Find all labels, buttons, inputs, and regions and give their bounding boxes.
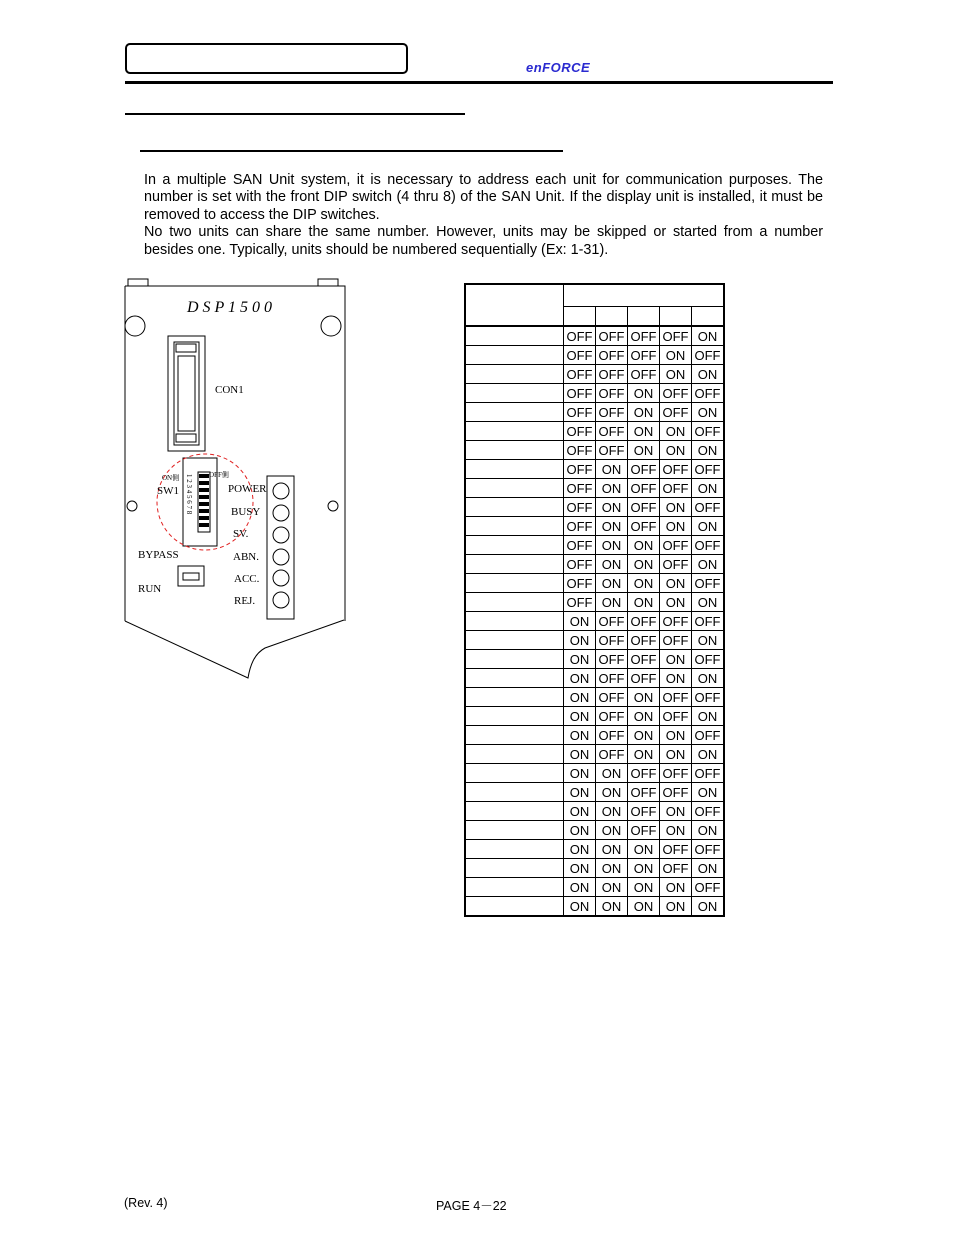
table-row xyxy=(465,422,724,441)
led-block xyxy=(267,476,294,619)
table-row xyxy=(465,593,724,612)
table-row xyxy=(465,555,724,574)
switch-state-cell: ON xyxy=(596,460,628,479)
switch-state-cell: ON xyxy=(660,346,692,365)
switch-state-cell: OFF xyxy=(596,422,628,441)
table-row xyxy=(465,384,724,403)
switch-state-cell: ON xyxy=(628,384,660,403)
switch-state-cell: ON xyxy=(660,422,692,441)
switch-state-cell: OFF xyxy=(628,479,660,498)
switch-8-header xyxy=(692,307,725,326)
unit-number-cell xyxy=(465,859,564,878)
header-rule xyxy=(125,81,833,84)
switch-state-cell: OFF xyxy=(564,346,596,365)
screw-hole-right xyxy=(328,501,338,511)
table-row xyxy=(465,764,724,783)
run-label: RUN xyxy=(138,583,162,595)
switch-state-cell: ON xyxy=(628,840,660,859)
table-row xyxy=(465,707,724,726)
switch-state-cell: OFF xyxy=(692,612,725,631)
led-busy xyxy=(273,505,289,521)
table-row xyxy=(465,840,724,859)
unit-number-cell xyxy=(465,498,564,517)
switch-state-cell: ON xyxy=(596,821,628,840)
switch-state-cell: ON xyxy=(564,764,596,783)
switch-state-cell: ON xyxy=(692,365,725,384)
switch-state-cell: ON xyxy=(564,878,596,897)
switch-state-cell: OFF xyxy=(692,422,725,441)
table-row xyxy=(465,365,724,384)
switch-state-cell: ON xyxy=(628,878,660,897)
switch-state-cell: ON xyxy=(692,707,725,726)
switch-state-cell: OFF xyxy=(628,631,660,650)
switch-state-cell: ON xyxy=(692,859,725,878)
led-power xyxy=(273,483,289,499)
switch-state-cell: ON xyxy=(564,783,596,802)
switch-state-cell: ON xyxy=(596,479,628,498)
switch-6-header xyxy=(628,307,660,326)
table-row xyxy=(465,612,724,631)
switch-state-cell: OFF xyxy=(596,441,628,460)
unit-address-dip-table xyxy=(464,283,725,917)
switch-state-cell: ON xyxy=(564,802,596,821)
switch-state-cell: OFF xyxy=(692,802,725,821)
led-acc xyxy=(273,570,289,586)
switch-state-cell: OFF xyxy=(596,688,628,707)
con1-label: CON1 xyxy=(215,384,244,396)
table-row xyxy=(465,326,724,346)
switch-4-header xyxy=(564,307,596,326)
switch-state-cell: ON xyxy=(564,612,596,631)
switch-state-cell: ON xyxy=(564,707,596,726)
switch-state-cell: ON xyxy=(564,650,596,669)
switch-state-cell: ON xyxy=(628,574,660,593)
switch-state-cell: ON xyxy=(660,897,692,917)
switch-state-cell: OFF xyxy=(628,460,660,479)
switch-state-cell: ON xyxy=(628,593,660,612)
unit-number-cell xyxy=(465,384,564,403)
switch-state-cell: OFF xyxy=(628,764,660,783)
header-title-box xyxy=(125,43,408,74)
switch-state-cell: OFF xyxy=(692,878,725,897)
switch-state-cell: ON xyxy=(692,669,725,688)
panel-tab-left xyxy=(128,279,148,286)
switch-5-header xyxy=(596,307,628,326)
unit-number-cell xyxy=(465,840,564,859)
switch-state-cell: OFF xyxy=(660,536,692,555)
switch-state-cell: OFF xyxy=(660,764,692,783)
switch-state-cell: OFF xyxy=(564,574,596,593)
switch-state-cell: ON xyxy=(660,498,692,517)
unit-number-cell xyxy=(465,726,564,745)
unit-number-cell xyxy=(465,517,564,536)
switch-state-cell: OFF xyxy=(692,688,725,707)
unit-number-cell xyxy=(465,878,564,897)
switch-state-cell: ON xyxy=(692,897,725,917)
table-row xyxy=(465,783,724,802)
dip-table-body xyxy=(465,326,724,916)
table-row xyxy=(465,536,724,555)
switch-state-cell: ON xyxy=(660,878,692,897)
unit-number-cell xyxy=(465,460,564,479)
paragraph-numbering: No two units can share the same number. However, units may be skipped or started from a number besides one. Typically, units should be numbered sequentially (Ex: 1-31). xyxy=(144,224,823,258)
switch-state-cell: ON xyxy=(628,726,660,745)
switch-state-cell: OFF xyxy=(660,555,692,574)
switch-state-cell: OFF xyxy=(564,326,596,346)
switch-state-cell: OFF xyxy=(628,612,660,631)
switch-state-cell: ON xyxy=(596,783,628,802)
switch-state-cell: ON xyxy=(660,650,692,669)
switch-state-cell: OFF xyxy=(660,840,692,859)
model-label: D S P 1 5 0 0 xyxy=(187,299,273,316)
unit-number-cell xyxy=(465,764,564,783)
switch-state-cell: OFF xyxy=(692,536,725,555)
table-row xyxy=(465,669,724,688)
switch-state-cell: OFF xyxy=(692,346,725,365)
switch-state-cell: ON xyxy=(564,726,596,745)
switch-state-cell: OFF xyxy=(660,859,692,878)
switch-state-cell: OFF xyxy=(564,498,596,517)
switch-state-cell: ON xyxy=(660,726,692,745)
table-row xyxy=(465,479,724,498)
switch-state-cell: OFF xyxy=(596,631,628,650)
switch-state-cell: OFF xyxy=(564,403,596,422)
switch-state-cell: OFF xyxy=(660,384,692,403)
abn-label: ABN. xyxy=(233,551,259,563)
switch-state-cell: ON xyxy=(692,555,725,574)
subsection-heading-rule xyxy=(140,150,563,152)
table-row xyxy=(465,688,724,707)
table-row xyxy=(465,498,724,517)
switch-state-cell: ON xyxy=(564,821,596,840)
unit-number-header-cell xyxy=(465,284,564,326)
switch-state-cell: OFF xyxy=(660,688,692,707)
switch-state-cell: OFF xyxy=(564,384,596,403)
dsp1500-front-panel-diagram xyxy=(120,276,355,682)
screw-hole-left xyxy=(127,501,137,511)
switch-state-cell: ON xyxy=(692,517,725,536)
unit-number-cell xyxy=(465,707,564,726)
switch-state-cell: ON xyxy=(692,479,725,498)
switch-state-cell: ON xyxy=(564,840,596,859)
unit-number-cell xyxy=(465,821,564,840)
switch-state-cell: OFF xyxy=(628,821,660,840)
switch-state-cell: ON xyxy=(564,897,596,917)
table-row xyxy=(465,441,724,460)
switch-state-cell: OFF xyxy=(596,745,628,764)
switch-state-cell: ON xyxy=(564,669,596,688)
switch-state-cell: OFF xyxy=(564,593,596,612)
page-number: PAGE 4－22 xyxy=(436,1199,507,1213)
switch-state-cell: OFF xyxy=(692,384,725,403)
switch-state-cell: OFF xyxy=(628,669,660,688)
switch-state-cell: ON xyxy=(692,326,725,346)
switch-state-cell: ON xyxy=(628,536,660,555)
switch-state-cell: OFF xyxy=(564,422,596,441)
table-row xyxy=(465,346,724,365)
mount-hole-left xyxy=(125,316,145,336)
switch-state-cell: ON xyxy=(596,593,628,612)
table-row xyxy=(465,403,724,422)
switch-state-cell: ON xyxy=(596,840,628,859)
switch-state-cell: ON xyxy=(628,688,660,707)
switch-state-cell: ON xyxy=(628,422,660,441)
switch-state-cell: ON xyxy=(564,631,596,650)
unit-number-cell xyxy=(465,441,564,460)
switch-state-cell: ON xyxy=(564,688,596,707)
switch-state-cell: ON xyxy=(628,707,660,726)
table-row xyxy=(465,460,724,479)
switch-state-cell: ON xyxy=(628,897,660,917)
switch-state-cell: ON xyxy=(660,441,692,460)
table-row xyxy=(465,517,724,536)
switch-state-cell: OFF xyxy=(564,460,596,479)
bypass-label: BYPASS xyxy=(138,549,179,561)
section-heading-rule xyxy=(125,113,465,115)
unit-number-cell xyxy=(465,403,564,422)
paragraph-address-intro: In a multiple SAN Unit system, it is necessary to address each unit for communication purposes. The number is set with the front DIP switch (4 thru 8) of the SAN Unit. If the display unit is installed, it must be removed to access the DIP switches. xyxy=(144,172,823,223)
power-label: POWER xyxy=(228,483,267,495)
led-abn xyxy=(273,549,289,565)
table-row xyxy=(465,897,724,917)
switch-state-cell: OFF xyxy=(660,403,692,422)
panel-tab-right xyxy=(318,279,338,286)
revision-label: (Rev. 4) xyxy=(124,1196,168,1210)
switch-state-cell: OFF xyxy=(628,650,660,669)
switch-state-cell: ON xyxy=(596,878,628,897)
switch-state-cell: ON xyxy=(628,441,660,460)
switch-state-cell: ON xyxy=(660,517,692,536)
led-sv xyxy=(273,527,289,543)
sv-label: SV. xyxy=(233,528,249,540)
switch-state-cell: OFF xyxy=(596,612,628,631)
switch-state-cell: OFF xyxy=(596,403,628,422)
switch-state-cell: OFF xyxy=(660,612,692,631)
switch-state-cell: ON xyxy=(692,593,725,612)
rej-label: REJ. xyxy=(234,595,256,607)
switch-state-cell: ON xyxy=(628,745,660,764)
sw1-label: SW1 xyxy=(157,485,179,497)
table-row xyxy=(465,878,724,897)
switch-state-cell: OFF xyxy=(628,517,660,536)
switch-state-cell: ON xyxy=(660,821,692,840)
unit-number-cell xyxy=(465,802,564,821)
switch-state-cell: ON xyxy=(660,745,692,764)
switch-state-cell: OFF xyxy=(628,365,660,384)
enforce-logo: enFORCE xyxy=(526,60,591,75)
switch-state-cell: OFF xyxy=(596,650,628,669)
unit-number-cell xyxy=(465,688,564,707)
switch-state-cell: OFF xyxy=(660,326,692,346)
switch-state-cell: OFF xyxy=(628,498,660,517)
switch-state-cell: ON xyxy=(628,403,660,422)
acc-label: ACC. xyxy=(234,573,260,585)
switch-state-cell: ON xyxy=(596,897,628,917)
bypass-run-toggle xyxy=(178,566,204,586)
table-row xyxy=(465,631,724,650)
switch-state-cell: OFF xyxy=(628,326,660,346)
unit-number-cell xyxy=(465,346,564,365)
switch-state-cell: ON xyxy=(564,859,596,878)
switch-state-cell: OFF xyxy=(596,346,628,365)
mount-hole-right xyxy=(321,316,341,336)
table-row xyxy=(465,802,724,821)
switch-state-cell: OFF xyxy=(660,783,692,802)
switch-state-cell: OFF xyxy=(692,650,725,669)
unit-number-cell xyxy=(465,536,564,555)
switch-state-cell: OFF xyxy=(596,326,628,346)
switch-state-cell: ON xyxy=(660,593,692,612)
unit-number-cell xyxy=(465,574,564,593)
switch-state-cell: ON xyxy=(692,631,725,650)
switch-state-cell: ON xyxy=(628,555,660,574)
sw1-on-side-label: ON側 xyxy=(162,474,180,482)
switch-state-cell: OFF xyxy=(564,479,596,498)
switch-state-cell: ON xyxy=(692,821,725,840)
switch-state-cell: OFF xyxy=(628,346,660,365)
switch-state-cell: ON xyxy=(564,745,596,764)
table-row xyxy=(465,650,724,669)
dip-switch-header-cell xyxy=(564,284,725,307)
unit-number-cell xyxy=(465,650,564,669)
table-row xyxy=(465,745,724,764)
unit-number-cell xyxy=(465,422,564,441)
switch-state-cell: OFF xyxy=(564,517,596,536)
sw1-position-numbers: 1 2 3 4 5 6 7 8 xyxy=(185,474,193,515)
switch-state-cell: OFF xyxy=(564,536,596,555)
switch-state-cell: OFF xyxy=(564,555,596,574)
switch-state-cell: OFF xyxy=(692,840,725,859)
switch-state-cell: OFF xyxy=(660,460,692,479)
switch-state-cell: ON xyxy=(692,403,725,422)
switch-state-cell: ON xyxy=(692,745,725,764)
unit-number-cell xyxy=(465,555,564,574)
switch-state-cell: OFF xyxy=(596,707,628,726)
switch-state-cell: OFF xyxy=(564,365,596,384)
unit-number-cell xyxy=(465,897,564,917)
table-row xyxy=(465,726,724,745)
switch-state-cell: OFF xyxy=(596,669,628,688)
unit-number-cell xyxy=(465,669,564,688)
panel-outline-bottom xyxy=(125,620,344,678)
switch-state-cell: OFF xyxy=(692,460,725,479)
switch-state-cell: OFF xyxy=(596,726,628,745)
unit-number-cell xyxy=(465,745,564,764)
switch-state-cell: OFF xyxy=(692,726,725,745)
switch-state-cell: ON xyxy=(660,669,692,688)
unit-number-cell xyxy=(465,326,564,346)
switch-state-cell: ON xyxy=(596,536,628,555)
switch-state-cell: OFF xyxy=(692,574,725,593)
switch-state-cell: ON xyxy=(660,802,692,821)
body-text xyxy=(144,172,823,259)
unit-number-cell xyxy=(465,612,564,631)
switch-state-cell: ON xyxy=(596,802,628,821)
switch-state-cell: OFF xyxy=(660,707,692,726)
unit-number-cell xyxy=(465,365,564,384)
switch-state-cell: ON xyxy=(692,441,725,460)
switch-state-cell: ON xyxy=(628,859,660,878)
table-row xyxy=(465,574,724,593)
unit-number-cell xyxy=(465,783,564,802)
led-rej xyxy=(273,592,289,608)
switch-state-cell: ON xyxy=(660,574,692,593)
switch-state-cell: ON xyxy=(692,783,725,802)
switch-state-cell: OFF xyxy=(628,783,660,802)
unit-number-cell xyxy=(465,631,564,650)
unit-number-cell xyxy=(465,479,564,498)
switch-state-cell: OFF xyxy=(596,384,628,403)
switch-7-header xyxy=(660,307,692,326)
switch-state-cell: OFF xyxy=(596,365,628,384)
table-row xyxy=(465,859,724,878)
unit-number-cell xyxy=(465,593,564,612)
switch-state-cell: OFF xyxy=(628,802,660,821)
switch-state-cell: OFF xyxy=(692,764,725,783)
switch-state-cell: OFF xyxy=(564,441,596,460)
table-row xyxy=(465,821,724,840)
switch-state-cell: ON xyxy=(596,517,628,536)
busy-label: BUSY xyxy=(231,506,261,518)
switch-state-cell: OFF xyxy=(660,631,692,650)
switch-state-cell: ON xyxy=(596,498,628,517)
switch-state-cell: ON xyxy=(596,859,628,878)
switch-state-cell: ON xyxy=(596,574,628,593)
switch-state-cell: OFF xyxy=(692,498,725,517)
switch-state-cell: ON xyxy=(596,555,628,574)
sw1-off-side-label: OFF側 xyxy=(209,471,229,479)
switch-state-cell: OFF xyxy=(660,479,692,498)
switch-state-cell: ON xyxy=(660,365,692,384)
switch-state-cell: ON xyxy=(596,764,628,783)
